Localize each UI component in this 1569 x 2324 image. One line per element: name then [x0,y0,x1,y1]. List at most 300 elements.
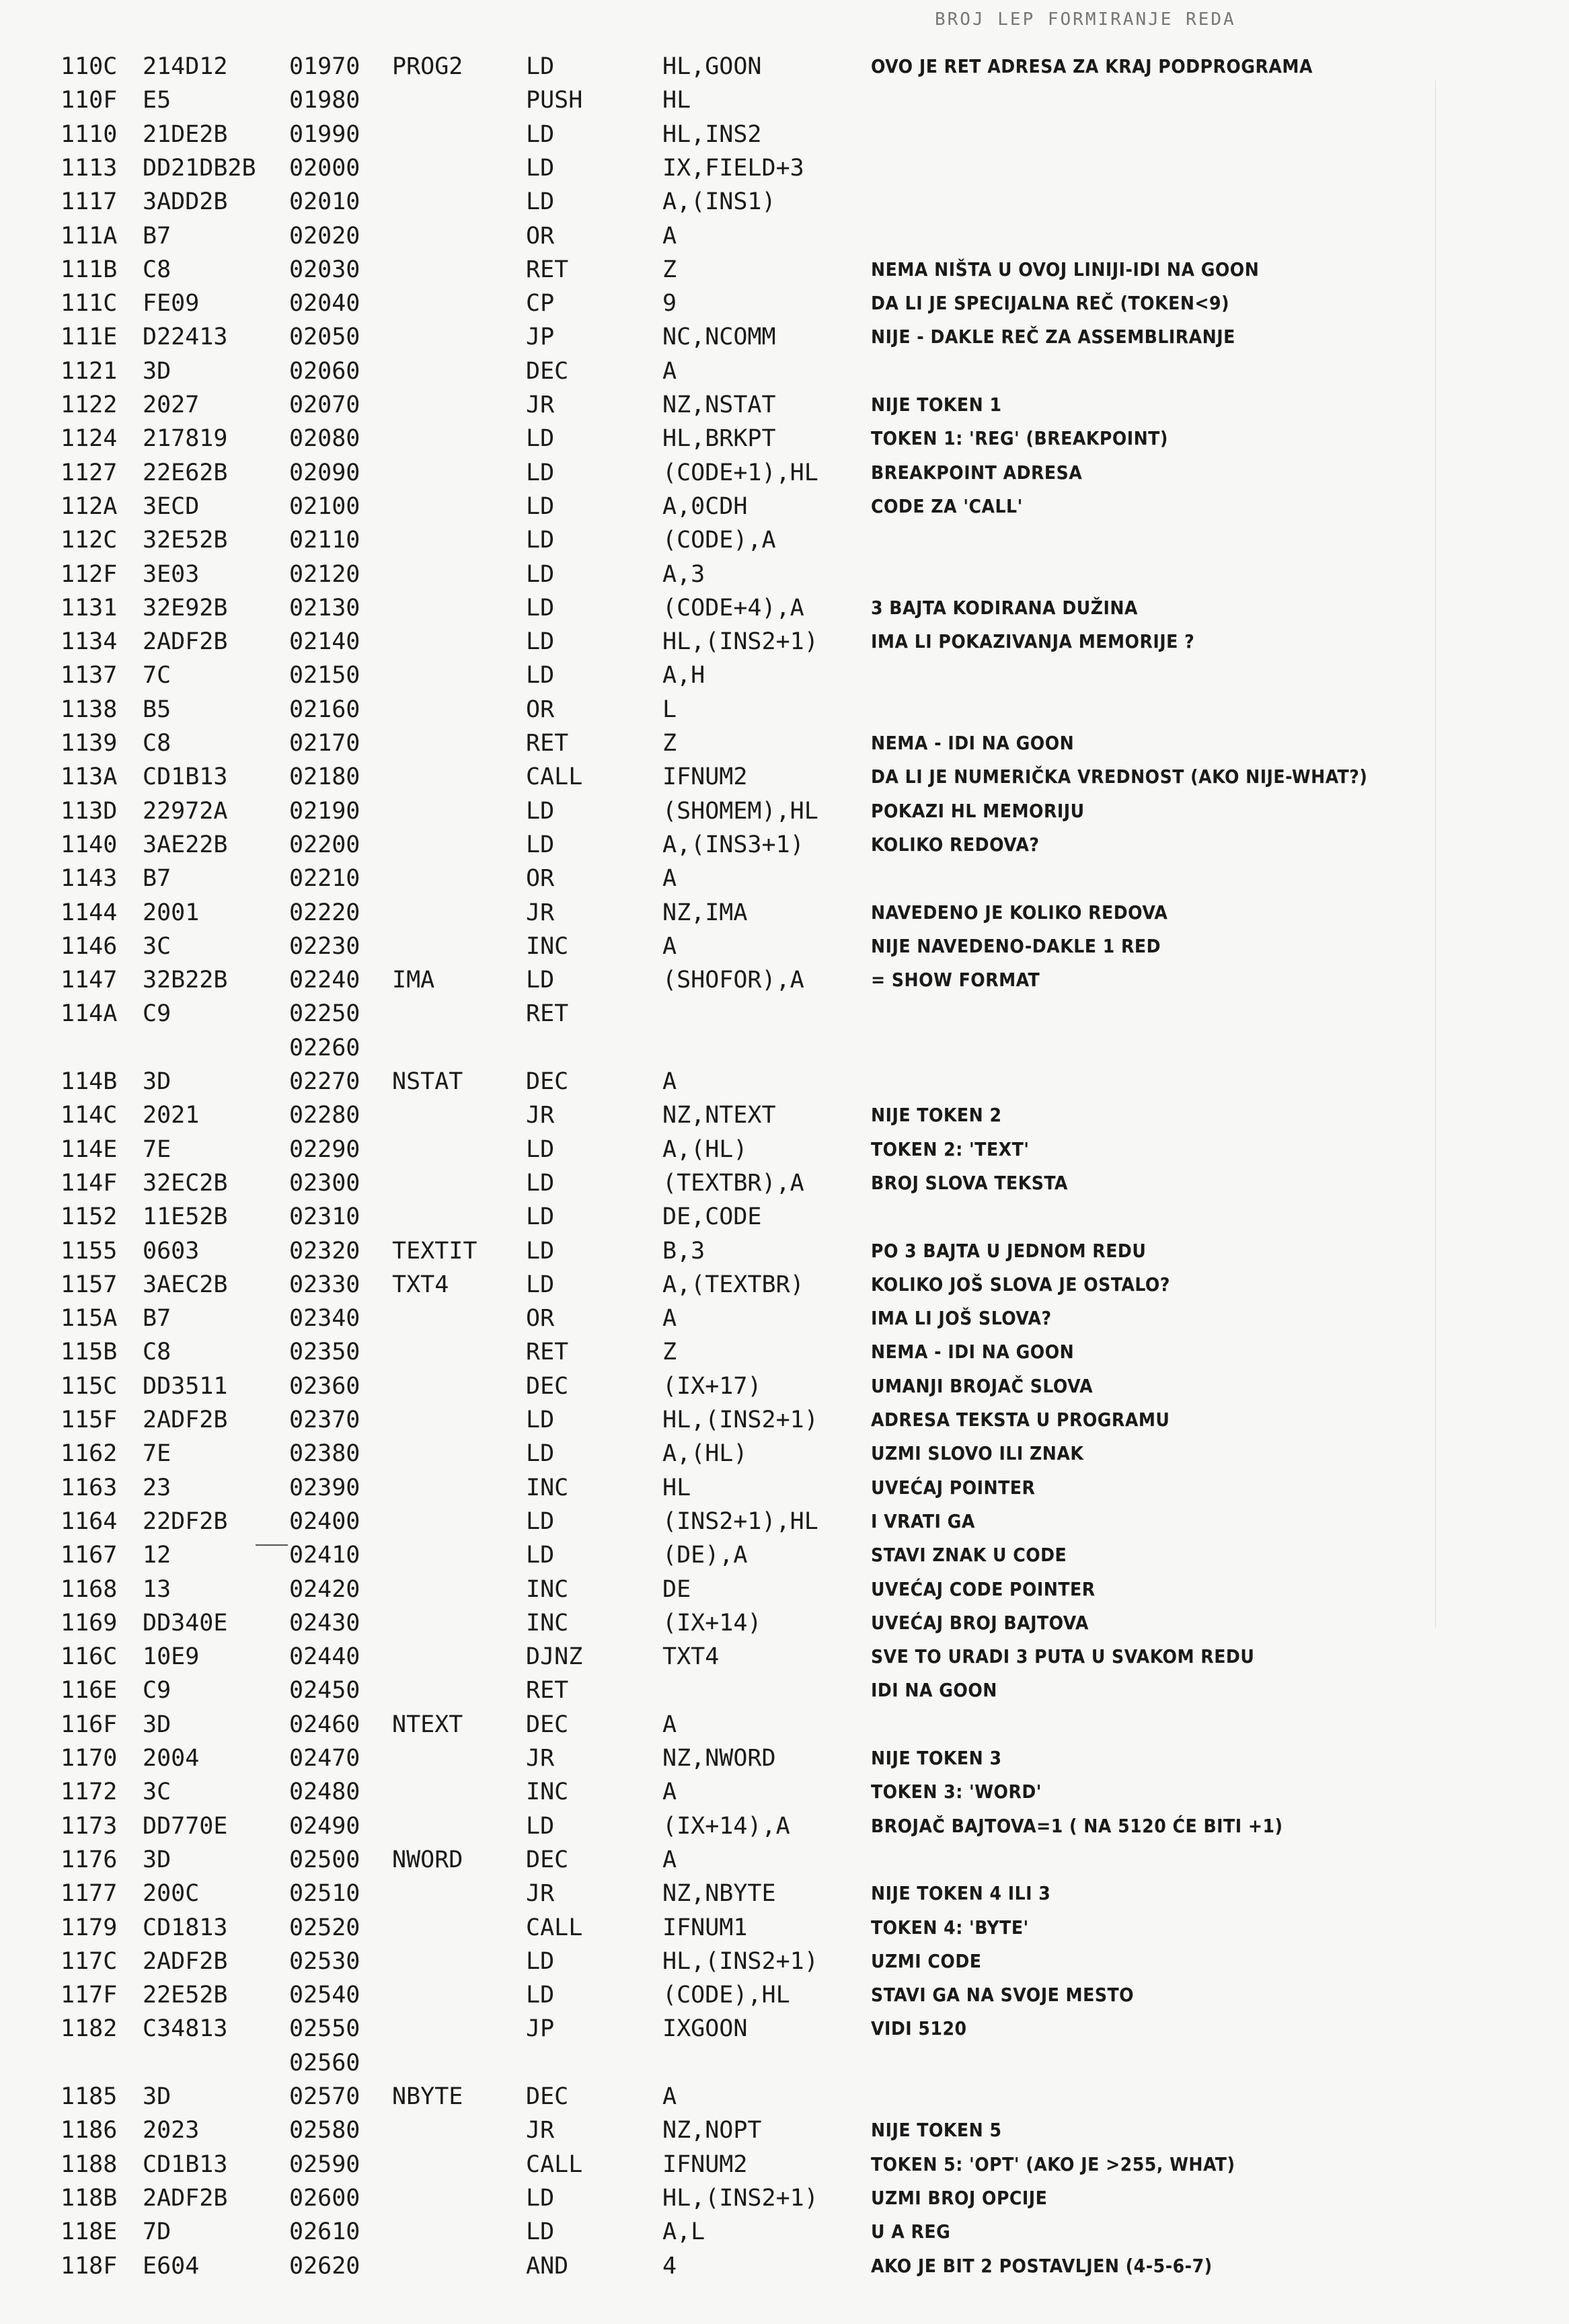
comment-cell: IMA LI POKAZIVANJA MEMORIJE ? [871,630,1195,652]
line-number-cell: 02380 [289,1440,360,1467]
address-cell: 110F [61,87,118,114]
operand-cell: A,(HL) [662,1440,748,1467]
opcode-cell: LD [526,967,555,994]
hex-code-cell: 21DE2B [143,121,228,148]
line-number-cell: 02320 [289,1238,360,1265]
line-number-cell: 02510 [289,1880,360,1907]
opcode-cell: LD [526,425,555,452]
line-number-cell: 02290 [289,1136,360,1163]
hex-code-cell: C8 [143,1339,171,1365]
comment-cell: NIJE - DAKLE REČ ZA ASSEMBLIRANJE [871,326,1235,348]
operand-cell: HL [662,1474,691,1501]
address-cell: 118E [61,2218,118,2245]
listing-row [0,1741,1569,1775]
listing-row [0,2148,1569,2181]
operand-cell: A [662,1778,677,1805]
hex-code-cell: 3AEC2B [143,1271,228,1298]
listing-row [0,1877,1569,1910]
comment-cell: KOLIKO REDOVA? [871,833,1040,856]
operand-cell: (CODE+1),HL [662,459,818,486]
address-cell: 1185 [61,2083,118,2110]
line-number-cell: 02100 [289,493,360,520]
operand-cell: 4 [662,2253,677,2280]
listing-row [0,862,1569,895]
address-cell: 1173 [61,1813,118,1840]
hex-code-cell: 32E92B [143,595,228,622]
comment-cell: AKO JE BIT 2 POSTAVLJEN (4-5-6-7) [871,2255,1213,2277]
opcode-cell: OR [526,1305,555,1332]
operand-cell: NZ,NBYTE [662,1880,776,1907]
hex-code-cell: 7C [143,662,171,689]
hex-code-cell: 22E62B [143,459,228,486]
label-cell: TEXTIT [392,1238,477,1265]
comment-cell: UVEĆAJ POINTER [871,1476,1036,1499]
listing-row [0,1335,1569,1369]
hex-code-cell: 32E52B [143,527,228,554]
listing-row [0,287,1569,320]
opcode-cell: INC [526,933,569,960]
address-cell: 1146 [61,933,118,960]
hex-code-cell: 2ADF2B [143,2185,228,2212]
opcode-cell: DEC [526,1846,569,1873]
opcode-cell: LD [526,1508,555,1535]
listing-row [0,2113,1569,2147]
address-cell: 1179 [61,1914,118,1941]
listing-row [0,219,1569,253]
line-number-cell: 02050 [289,324,360,350]
listing-row [0,625,1569,659]
line-number-cell: 02150 [289,662,360,689]
comment-cell: ADRESA TEKSTA U PROGRAMU [871,1409,1170,1431]
opcode-cell: LD [526,493,555,520]
comment-cell: PO 3 BAJTA U JEDNOM REDU [871,1240,1147,1262]
listing-row [0,118,1569,151]
listing-row [0,1133,1569,1166]
hex-code-cell: 2021 [143,1102,200,1129]
listing-row [0,83,1569,117]
hex-code-cell: CD1B13 [143,763,228,790]
address-cell: 1113 [61,155,118,182]
listing-row [0,1505,1569,1538]
listing-row [0,558,1569,591]
listing-row [0,1268,1569,1302]
address-cell: 110C [61,53,118,80]
listing-row [0,1471,1569,1505]
opcode-cell: LD [526,527,555,554]
operand-cell: A [662,1711,677,1738]
hex-code-cell: C9 [143,1000,171,1027]
listing-row [0,1403,1569,1437]
listing-row [0,388,1569,422]
opcode-cell: LD [526,1136,555,1163]
opcode-cell: LD [526,1813,555,1840]
opcode-cell: LD [526,2218,555,2245]
opcode-cell: LD [526,1407,555,1433]
hex-code-cell: 3D [143,358,171,385]
listing-row [0,1674,1569,1707]
line-number-cell: 02210 [289,865,360,892]
hex-code-cell: 3D [143,1711,171,1738]
address-cell: 1176 [61,1846,118,1873]
operand-cell: A [662,865,677,892]
address-cell: 111C [61,290,118,317]
line-number-cell: 02610 [289,2218,360,2245]
opcode-cell: CALL [526,1914,583,1941]
hex-code-cell: 3D [143,1846,171,1873]
operand-cell: IXGOON [662,2015,748,2042]
listing-row [0,2249,1569,2283]
listing-row [0,523,1569,557]
listing-row [0,1945,1569,1978]
hex-code-cell: B7 [143,223,171,250]
listing-row [0,1538,1569,1572]
listing-row [0,1031,1569,1065]
operand-cell: (SHOMEM),HL [662,798,818,825]
label-cell: NBYTE [392,2083,463,2110]
label-cell: IMA [392,967,435,994]
line-number-cell: 02500 [289,1846,360,1873]
comment-cell: NIJE TOKEN 4 ILI 3 [871,1882,1051,1904]
opcode-cell: LD [526,1542,555,1569]
listing-row [0,1708,1569,1741]
opcode-cell: INC [526,1610,569,1637]
listing-row [0,1606,1569,1640]
line-number-cell: 02110 [289,527,360,554]
operand-cell: NC,NCOMM [662,324,776,350]
comment-cell: SVE TO URADI 3 PUTA U SVAKOM REDU [871,1645,1255,1667]
address-cell: 1134 [61,628,118,655]
line-number-cell: 02160 [289,696,360,723]
opcode-cell: DEC [526,358,569,385]
operand-cell: A,L [662,2218,705,2245]
listing-row [0,1640,1569,1674]
listing-row [0,50,1569,83]
opcode-cell: JP [526,2015,555,2042]
line-number-cell: 02400 [289,1508,360,1535]
line-number-cell: 02440 [289,1643,360,1670]
hex-code-cell: DD21DB2B [143,155,256,182]
hex-code-cell: 2ADF2B [143,628,228,655]
line-number-cell: 02340 [289,1305,360,1332]
hex-code-cell: 2023 [143,2117,200,2144]
line-number-cell: 02410 [289,1542,360,1569]
hex-code-cell: 10E9 [143,1643,200,1670]
comment-cell: NEMA NIŠTA U OVOJ LINIJI-IDI NA GOON [871,258,1260,280]
hex-code-cell: B5 [143,696,171,723]
address-cell: 1169 [61,1610,118,1637]
listing-row [0,2215,1569,2249]
line-number-cell: 02450 [289,1677,360,1704]
address-cell: 1122 [61,391,118,418]
opcode-cell: INC [526,1778,569,1805]
listing-row [0,1234,1569,1268]
comment-cell: VIDI 5120 [871,2017,967,2039]
hex-code-cell: 214D12 [143,53,228,80]
line-number-cell: 02270 [289,1068,360,1095]
operand-cell: HL,BRKPT [662,425,776,452]
comment-cell: POKAZI HL MEMORIJU [871,800,1085,822]
address-cell: 114E [61,1136,118,1163]
address-cell: 118F [61,2253,118,2280]
operand-cell: A [662,1846,677,1873]
operand-cell: (IX+14),A [662,1813,790,1840]
operand-cell: A [662,1305,677,1332]
comment-cell: DA LI JE SPECIJALNA REČ (TOKEN<9) [871,292,1230,314]
opcode-cell: JR [526,2117,555,2144]
opcode-cell: RET [526,256,569,283]
address-cell: 1144 [61,899,118,926]
address-cell: 115F [61,1407,118,1433]
address-cell: 1137 [61,662,118,689]
opcode-cell: LD [526,155,555,182]
listing-row [0,2181,1569,2215]
hex-code-cell: 7D [143,2218,171,2245]
listing-row [0,1098,1569,1132]
opcode-cell: RET [526,1339,569,1365]
address-cell: 1177 [61,1880,118,1907]
comment-cell: UZMI CODE [871,1950,982,1972]
listing-row [0,1573,1569,1606]
address-cell: 112A [61,493,118,520]
operand-cell: A [662,358,677,385]
listing-row [0,151,1569,185]
label-cell: NTEXT [392,1711,463,1738]
line-number-cell: 02020 [289,223,360,250]
line-number-cell: 02090 [289,459,360,486]
opcode-cell: DEC [526,2083,569,2110]
hex-code-cell: 3ECD [143,493,200,520]
comment-cell: KOLIKO JOŠ SLOVA JE OSTALO? [871,1273,1170,1296]
hex-code-cell: CD1B13 [143,2151,228,2178]
address-cell: 111A [61,223,118,250]
hex-code-cell: 2001 [143,899,200,926]
address-cell: 116F [61,1711,118,1738]
opcode-cell: LD [526,1271,555,1298]
address-cell: 1110 [61,121,118,148]
address-cell: 1124 [61,425,118,452]
listing-row [0,2046,1569,2080]
line-number-cell: 02600 [289,2185,360,2212]
opcode-cell: OR [526,696,555,723]
address-cell: 1138 [61,696,118,723]
comment-cell: UZMI BROJ OPCIJE [871,2187,1048,2209]
line-number-cell: 02520 [289,1914,360,1941]
address-cell: 116E [61,1677,118,1704]
listing-row [0,659,1569,692]
address-cell: 1163 [61,1474,118,1501]
hex-code-cell: 3E03 [143,561,200,588]
address-cell: 1147 [61,967,118,994]
opcode-cell: LD [526,1982,555,2009]
line-number-cell: 02060 [289,358,360,385]
listing-row [0,1911,1569,1945]
opcode-cell: RET [526,1677,569,1704]
opcode-cell: JP [526,324,555,350]
line-number-cell: 01980 [289,87,360,114]
hex-code-cell: 13 [143,1576,171,1603]
label-cell: NSTAT [392,1068,463,1095]
operand-cell: HL,GOON [662,53,762,80]
operand-cell: A [662,1068,677,1095]
comment-cell: TOKEN 2: 'TEXT' [871,1138,1030,1160]
page-header-fragment: BROJ LEP FORMIRANJE REDA [935,9,1236,30]
opcode-cell: INC [526,1474,569,1501]
line-number-cell: 02120 [289,561,360,588]
opcode-cell: LD [526,188,555,215]
hex-code-cell: C8 [143,256,171,283]
hex-code-cell: 32EC2B [143,1170,228,1197]
hex-code-cell: DD3511 [143,1373,228,1400]
opcode-cell: JR [526,899,555,926]
line-number-cell: 02620 [289,2253,360,2280]
operand-cell: Z [662,1339,677,1365]
address-cell: 1155 [61,1238,118,1265]
operand-cell: HL,(INS2+1) [662,1407,818,1433]
comment-cell: I VRATI GA [871,1510,975,1532]
opcode-cell: JR [526,391,555,418]
listing-row [0,1809,1569,1843]
operand-cell: A [662,2083,677,2110]
operand-cell: NZ,NSTAT [662,391,776,418]
operand-cell: IX,FIELD+3 [662,155,804,182]
opcode-cell: DEC [526,1373,569,1400]
line-number-cell: 02080 [289,425,360,452]
operand-cell: A,H [662,662,705,689]
operand-cell: NZ,NOPT [662,2117,762,2144]
opcode-cell: INC [526,1576,569,1603]
line-number-cell: 02540 [289,1982,360,2009]
operand-cell: TXT4 [662,1643,720,1670]
line-number-cell: 02170 [289,730,360,757]
hex-code-cell: C34813 [143,2015,228,2042]
opcode-cell: LD [526,53,555,80]
opcode-cell: CP [526,290,555,317]
opcode-cell: RET [526,730,569,757]
hex-code-cell: 32B22B [143,967,228,994]
listing-row [0,828,1569,862]
listing-row [0,1775,1569,1809]
hex-code-cell: 200C [143,1880,200,1907]
listing-row [0,963,1569,997]
address-cell: 1172 [61,1778,118,1805]
hex-code-cell: 22972A [143,798,228,825]
operand-cell: IFNUM1 [662,1914,748,1941]
address-cell: 115C [61,1373,118,1400]
comment-cell: NEMA - IDI NA GOON [871,732,1075,754]
hex-code-cell: 7E [143,1136,171,1163]
opcode-cell: LD [526,798,555,825]
opcode-cell: DEC [526,1711,569,1738]
operand-cell: A,(HL) [662,1136,748,1163]
opcode-cell: RET [526,1000,569,1027]
listing-row [0,997,1569,1030]
opcode-cell: LD [526,1440,555,1467]
opcode-cell: LD [526,2185,555,2212]
comment-cell: BROJAČ BAJTOVA=1 ( NA 5120 ĆE BITI +1) [871,1815,1283,1837]
hex-code-cell: 22E52B [143,1982,228,2009]
comment-cell: TOKEN 4: 'BYTE' [871,1916,1029,1939]
address-cell: 1152 [61,1203,118,1230]
hex-code-cell: B7 [143,1305,171,1332]
hex-code-cell: 2ADF2B [143,1948,228,1975]
address-cell: 1131 [61,595,118,622]
listing-row [0,1065,1569,1098]
hex-code-cell: 3ADD2B [143,188,228,215]
line-number-cell: 02010 [289,188,360,215]
hex-code-cell: CD1813 [143,1914,228,1941]
address-cell: 1140 [61,831,118,858]
operand-cell: (CODE),HL [662,1982,790,2009]
operand-cell: A [662,933,677,960]
listing-row [0,1302,1569,1335]
address-cell: 1127 [61,459,118,486]
hex-code-cell: 3C [143,1778,171,1805]
address-cell: 114F [61,1170,118,1197]
operand-cell: NZ,IMA [662,899,748,926]
comment-cell: BREAKPOINT ADRESA [871,461,1083,484]
operand-cell: A,(INS3+1) [662,831,804,858]
operand-cell: HL,INS2 [662,121,762,148]
comment-cell: NIJE TOKEN 5 [871,2119,1002,2141]
opcode-cell: LD [526,1170,555,1197]
line-number-cell: 02300 [289,1170,360,1197]
opcode-cell: CALL [526,763,583,790]
address-cell: 115B [61,1339,118,1365]
address-cell: 1170 [61,1745,118,1772]
hex-code-cell: 217819 [143,425,228,452]
opcode-cell: LD [526,1203,555,1230]
hex-code-cell: 2004 [143,1745,200,1772]
address-cell: 1117 [61,188,118,215]
comment-cell: TOKEN 1: 'REG' (BREAKPOINT) [871,427,1168,449]
comment-cell: IDI NA GOON [871,1679,997,1701]
listing-row [0,253,1569,287]
opcode-cell: LD [526,1238,555,1265]
opcode-cell: CALL [526,2151,583,2178]
listing-row [0,354,1569,388]
comment-cell: UMANJI BROJAČ SLOVA [871,1375,1094,1397]
comment-cell: 3 BAJTA KODIRANA DUŽINA [871,597,1138,619]
line-number-cell: 02570 [289,2083,360,2110]
address-cell: 1182 [61,2015,118,2042]
address-cell: 1121 [61,358,118,385]
listing-row [0,1843,1569,1877]
opcode-cell: JR [526,1880,555,1907]
opcode-cell: PUSH [526,87,583,114]
address-cell: 114A [61,1000,118,1027]
line-number-cell: 01970 [289,53,360,80]
comment-cell: TOKEN 3: 'WORD' [871,1781,1042,1803]
line-number-cell: 02530 [289,1948,360,1975]
hex-code-cell: D22413 [143,324,228,350]
listing-row [0,422,1569,455]
address-cell: 1188 [61,2151,118,2178]
line-number-cell: 02030 [289,256,360,283]
address-cell: 115A [61,1305,118,1332]
opcode-cell: LD [526,121,555,148]
comment-cell: UZMI SLOVO ILI ZNAK [871,1442,1084,1464]
address-cell: 1168 [61,1576,118,1603]
operand-cell: B,3 [662,1238,705,1265]
address-cell: 1167 [61,1542,118,1569]
line-number-cell: 02360 [289,1373,360,1400]
address-cell: 114B [61,1068,118,1095]
line-number-cell: 02330 [289,1271,360,1298]
operand-cell: DE [662,1576,691,1603]
label-cell: NWORD [392,1846,463,1873]
opcode-cell: AND [526,2253,569,2280]
hex-code-cell: B7 [143,865,171,892]
